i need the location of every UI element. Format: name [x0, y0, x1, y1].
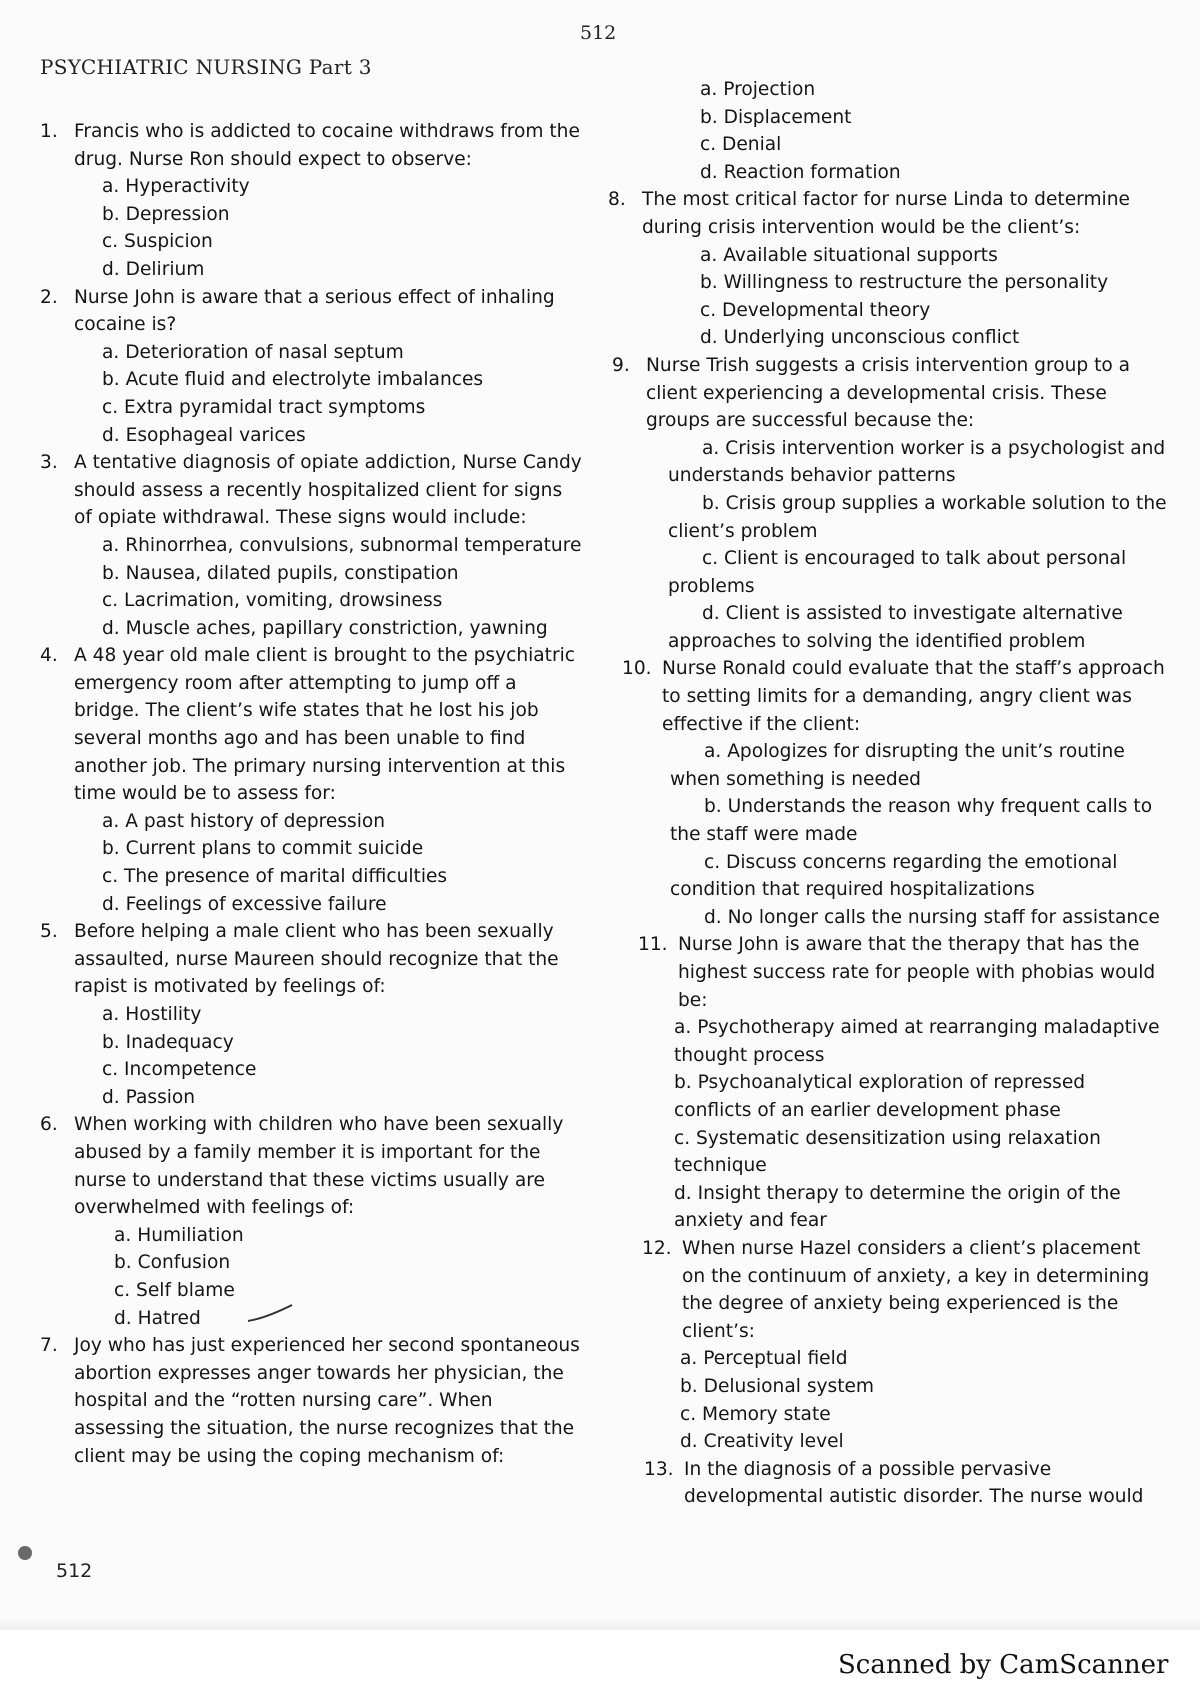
answer-options — [628, 1014, 1168, 1235]
answer-option: d. Feelings of excessive failure — [102, 893, 387, 915]
answer-option: d. Creativity level — [680, 1431, 844, 1453]
answer-option: b. Crisis group supplies a workable solution to the client’s problem — [668, 492, 1167, 542]
question-stem: When working with children who have been sexually abused by a family member it is important for the nurse to understand that these victims usually are overwhelmed with feelings of: — [74, 1114, 564, 1219]
answer-options — [40, 1222, 585, 1332]
answer-option: b. Understands the reason why frequent calls to the staff were made — [670, 796, 1153, 846]
question-7 — [40, 1332, 585, 1470]
answer-options — [628, 1345, 1168, 1455]
question-12 — [628, 1235, 1168, 1456]
answer-option: d. Underlying unconscious conflict — [700, 327, 1020, 349]
answer-option: a. Psychotherapy aimed at rearranging maladaptive thought process — [674, 1017, 1160, 1066]
answer-options — [628, 435, 1168, 656]
answer-option: c. Discuss concerns regarding the emotional condition that required hospitalizations — [670, 851, 1118, 901]
question-stem: Nurse John is aware that the therapy that has the highest success rate for people with phobias would be: — [678, 934, 1156, 1011]
answer-option: c. Client is encouraged to talk about personal problems — [668, 548, 1127, 597]
answer-option: c. Developmental theory — [700, 299, 931, 321]
answer-option: a. Rhinorrhea, convulsions, subnormal temperature — [102, 534, 582, 556]
page-number-bottom: 512 — [56, 1560, 93, 1582]
question-6 — [40, 1111, 585, 1332]
scanner-watermark: Scanned by CamScanner — [838, 1650, 1169, 1680]
question-1 — [40, 118, 585, 284]
answer-option: b. Willingness to restructure the personality — [700, 272, 1109, 294]
question-stem: In the diagnosis of a possible pervasive developmental autistic disorder. The nurse would — [684, 1458, 1144, 1508]
answer-option: c. Systematic desensitization using relaxation technique — [674, 1127, 1101, 1177]
question-number: 13. — [644, 1458, 674, 1480]
question-number: 7. — [40, 1335, 58, 1357]
answer-option: d. No longer calls the nursing staff for assistance — [704, 906, 1160, 928]
answer-option: d. Passion — [102, 1086, 196, 1108]
answer-option: b. Delusional system — [680, 1375, 875, 1397]
question-number: 3. — [40, 452, 58, 474]
answer-option: c. Memory state — [680, 1403, 831, 1425]
question-stem: Nurse Trish suggests a crisis intervention group to a client experiencing a developmental crisis. These groups are successful because the: — [646, 354, 1131, 432]
answer-option: a. Hyperactivity — [102, 176, 250, 198]
answer-option: c. The presence of marital difficulties — [102, 866, 448, 888]
question-number: 5. — [40, 921, 58, 943]
question-8 — [608, 186, 1168, 352]
answer-option: d. Delirium — [102, 258, 205, 280]
answer-option: a. Perceptual field — [680, 1348, 848, 1370]
answer-option: d. Muscle aches, papillary constriction, yawning — [102, 617, 548, 639]
answer-option: d. Esophageal varices — [102, 424, 306, 446]
answer-option: a. Available situational supports — [700, 244, 998, 266]
answer-option: a. Humiliation — [114, 1224, 244, 1246]
question-9 — [612, 352, 1168, 656]
answer-option: c. Suspicion — [102, 231, 213, 253]
question-number: 12. — [642, 1237, 672, 1259]
answer-option: b. Nausea, dilated pupils, constipation — [102, 562, 459, 584]
question-7-answer-options — [628, 76, 1168, 186]
answer-option: d. Client is assisted to investigate alternative approaches to solving the identified problem — [668, 603, 1123, 652]
answer-option: a. Apologizes for disrupting the unit’s routine when something is needed — [670, 741, 1125, 790]
answer-option: b. Depression — [102, 203, 230, 225]
question-number: 1. — [40, 121, 58, 142]
question-11 — [628, 931, 1168, 1235]
answer-option: a. Projection — [700, 79, 816, 100]
question-5 — [40, 918, 585, 1111]
question-number: 4. — [40, 645, 58, 667]
question-stem: A 48 year old male client is brought to the psychiatric emergency room after attempting to jump off a bridge. The client’s wife states that he lost his job several months ago and has been unable to find another job. The primary nursing intervention at this time would be to assess for: — [74, 645, 575, 805]
question-3 — [40, 449, 585, 642]
question-number: 10. — [622, 658, 652, 680]
question-number: 6. — [40, 1114, 58, 1136]
question-10 — [622, 655, 1168, 931]
question-stem: When nurse Hazel considers a client’s placement on the continuum of anxiety, a key in determining the degree of anxiety being experienced is the client’s: — [682, 1237, 1150, 1342]
answer-option: a. Hostility — [102, 1004, 202, 1025]
answer-option: c. Lacrimation, vomiting, drowsiness — [102, 590, 443, 612]
answer-options — [40, 532, 585, 642]
answer-option: b. Acute fluid and electrolyte imbalances — [102, 369, 484, 391]
question-stem: Before helping a male client who has been sexually assaulted, nurse Maureen should recognize that the rapist is motivated by feelings of: — [74, 921, 559, 998]
answer-options — [40, 1001, 585, 1111]
question-stem: Nurse Ronald could evaluate that the staff’s approach to setting limits for a demanding, angry client was effective if the client: — [662, 658, 1165, 735]
question-13 — [628, 1456, 1168, 1511]
question-stem: A tentative diagnosis of opiate addiction, Nurse Candy should assess a recently hospitalized client for signs of opiate withdrawal. These signs would include: — [74, 452, 582, 529]
answer-option: d. Hatred — [114, 1307, 201, 1329]
question-stem: Francis who is addicted to cocaine withdraws from the drug. Nurse Ron should expect to observe: — [74, 121, 580, 170]
question-4 — [40, 642, 585, 918]
question-stem: The most critical factor for nurse Linda to determine during crisis intervention would be the client’s: — [642, 189, 1130, 238]
answer-option: c. Incompetence — [102, 1059, 257, 1081]
question-number: 2. — [40, 286, 58, 308]
page-number-top: 512 — [580, 22, 617, 44]
answer-option: d. Reaction formation — [700, 161, 901, 183]
answer-option: b. Confusion — [114, 1252, 231, 1274]
question-stem: Joy who has just experienced her second spontaneous abortion expresses anger towards her physician, the hospital and the “rotten nursing care”. When assessing the situation, the nurse recognizes that the client may be using the coping mechanism of: — [74, 1335, 580, 1467]
answer-option: c. Self blame — [114, 1279, 235, 1301]
answer-option: d. Insight therapy to determine the origin of the anxiety and fear — [674, 1182, 1121, 1232]
question-number: 9. — [612, 354, 630, 376]
answer-option: a. Deterioration of nasal septum — [102, 341, 404, 363]
answer-option: b. Psychoanalytical exploration of repressed conflicts of an earlier development phase — [674, 1072, 1086, 1121]
pen-check-mark-icon — [246, 1303, 294, 1325]
answer-option: b. Inadequacy — [102, 1031, 234, 1053]
answer-options — [628, 242, 1168, 352]
answer-options — [40, 808, 585, 918]
document-title: PSYCHIATRIC NURSING Part 3 — [40, 55, 372, 79]
question-2 — [40, 284, 585, 450]
question-stem: Nurse John is aware that a serious effect of inhaling cocaine is? — [74, 286, 555, 336]
right-column — [608, 76, 1168, 1511]
left-column — [40, 118, 585, 1470]
answer-option: b. Current plans to commit suicide — [102, 838, 424, 860]
scan-blot-icon — [18, 1546, 32, 1560]
answer-option: a. Crisis intervention worker is a psychologist and understands behavior patterns — [668, 437, 1166, 487]
answer-options — [40, 173, 585, 283]
question-number: 8. — [608, 189, 626, 211]
answer-option: b. Displacement — [700, 106, 852, 128]
answer-options — [628, 738, 1168, 931]
answer-option: a. A past history of depression — [102, 810, 386, 832]
answer-option: c. Denial — [700, 134, 782, 156]
answer-option: c. Extra pyramidal tract symptoms — [102, 396, 426, 418]
question-number: 11. — [638, 934, 668, 956]
answer-options — [40, 339, 585, 449]
